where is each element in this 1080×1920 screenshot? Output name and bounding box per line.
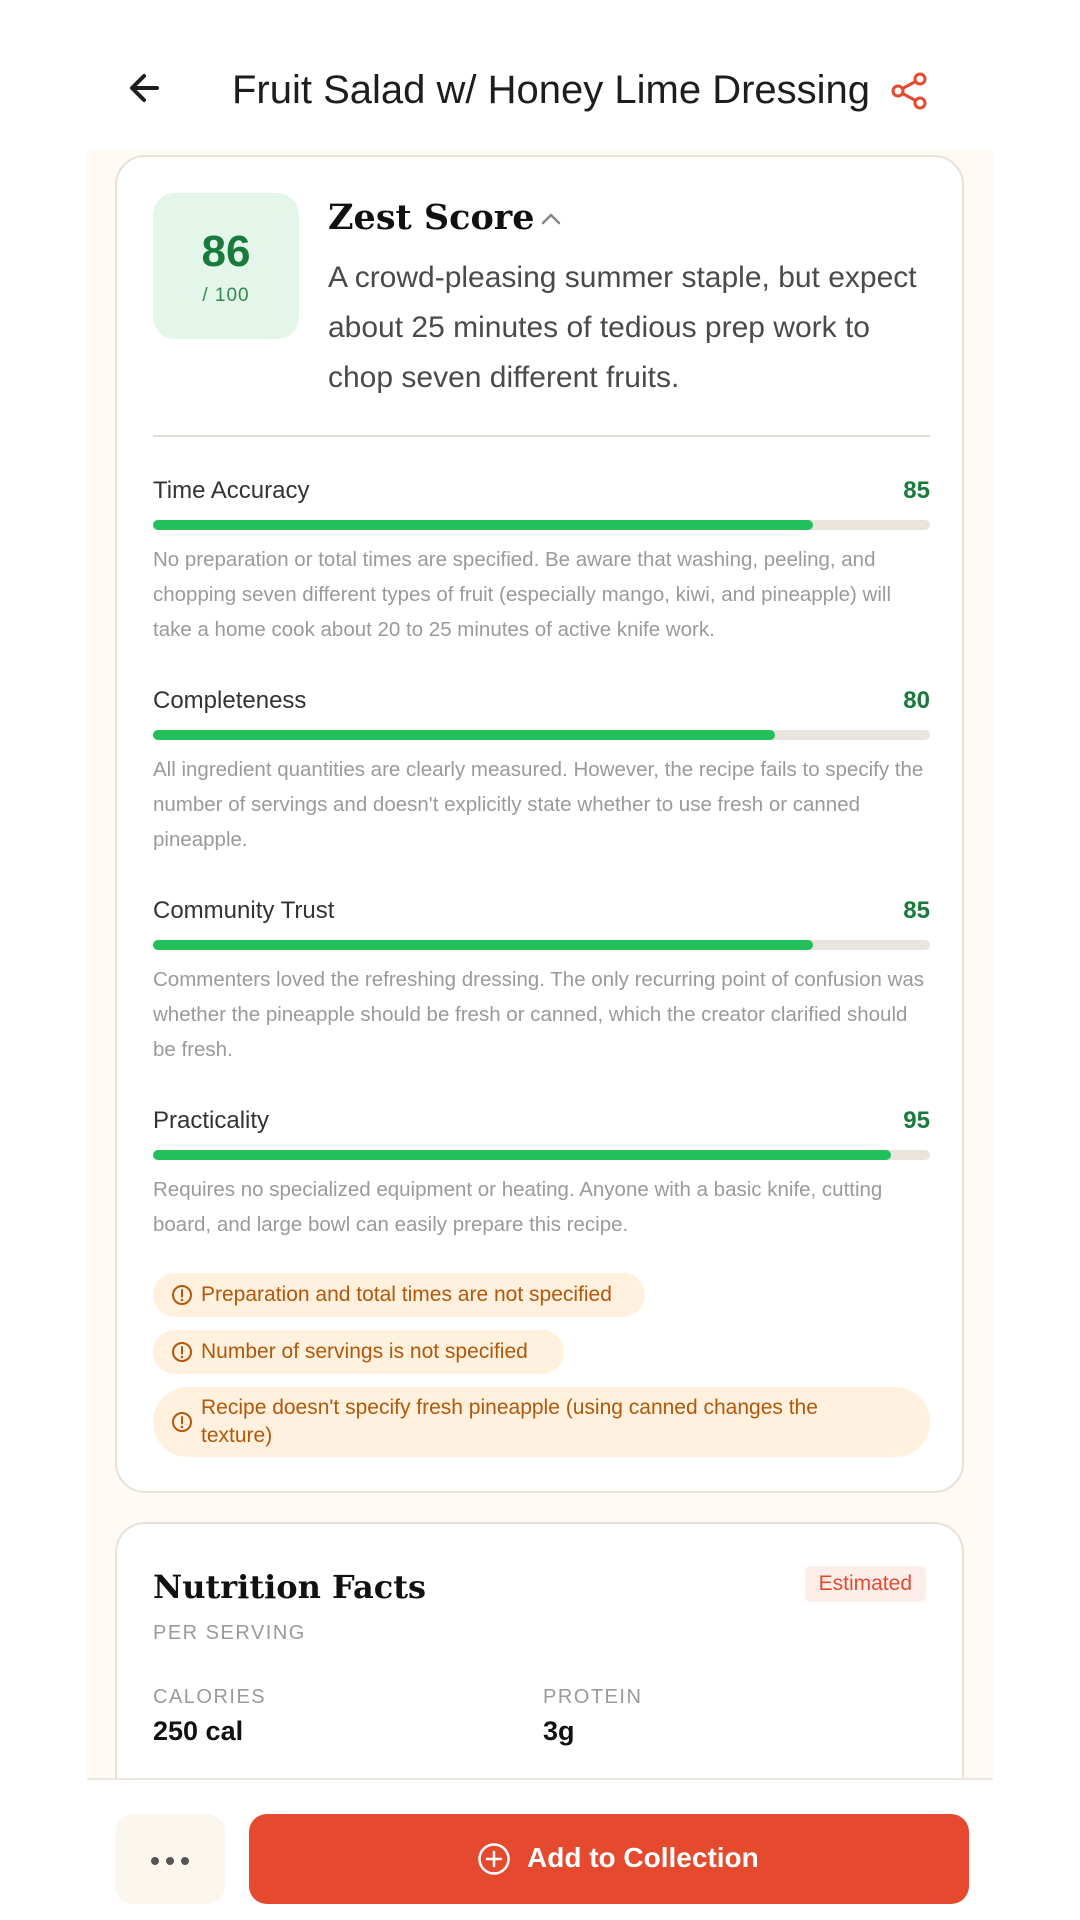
top-app-bar	[87, 0, 993, 152]
zest-score-card	[115, 155, 964, 1493]
arrow-left-icon	[123, 66, 167, 110]
metric-label: Completeness	[153, 687, 307, 714]
add-to-collection-label: Add to Collection	[527, 1842, 759, 1873]
warning-text: Preparation and total times are not specified	[201, 1283, 612, 1306]
alert-circle-icon	[171, 1341, 193, 1363]
metric-value: 85	[903, 477, 930, 504]
metric-description: All ingredient quantities are clearly measured. However, the recipe fails to specify the number of servings and doesn't explicitly state whether to use fresh or canned pineapple.	[153, 758, 924, 851]
calories-value: 250 cal	[153, 1716, 244, 1746]
share-icon	[890, 71, 930, 111]
warning-chip	[153, 1330, 564, 1374]
metric-value: 95	[903, 1107, 930, 1134]
score-value: 86	[201, 227, 251, 276]
nutrition-facts-card	[115, 1522, 964, 1822]
metric-value: 80	[903, 687, 930, 714]
divider	[153, 435, 930, 437]
add-to-collection-button[interactable]	[249, 1814, 969, 1904]
warning-text: Number of servings is not specified	[201, 1340, 528, 1363]
progress-track	[153, 520, 930, 530]
protein-value: 3g	[543, 1716, 575, 1746]
back-button[interactable]	[123, 66, 167, 110]
more-options-button[interactable]	[115, 1814, 225, 1904]
nutrition-title: Nutrition Facts	[153, 1568, 426, 1606]
alert-circle-icon	[171, 1411, 193, 1433]
progress-fill	[153, 520, 813, 530]
zest-summary: A crowd-pleasing summer staple, but expect about 25 minutes of tedious prep work to chop seven different fruits.	[328, 261, 917, 394]
progress-fill	[153, 1150, 891, 1160]
metric-description: Commenters loved the refreshing dressing. The only recurring point of confusion was whether the pineapple should be fresh or canned, which the creator clarified should be fresh.	[153, 968, 925, 1061]
chevron-up-icon	[537, 205, 565, 233]
plus-circle-icon	[477, 1842, 511, 1876]
metric-label: Time Accuracy	[153, 477, 310, 504]
progress-track	[153, 1150, 930, 1160]
estimated-badge: Estimated	[805, 1566, 926, 1602]
progress-fill	[153, 940, 813, 950]
score-badge	[153, 193, 299, 339]
protein-label: PROTEIN	[543, 1686, 643, 1708]
progress-track	[153, 940, 930, 950]
collapse-toggle[interactable]	[537, 205, 565, 233]
progress-track	[153, 730, 930, 740]
per-serving-label: PER SERVING	[153, 1622, 306, 1644]
calories-label: CALORIES	[153, 1686, 267, 1708]
bottom-action-bar	[87, 1778, 993, 1920]
share-button[interactable]	[890, 71, 930, 111]
metric-label: Practicality	[153, 1107, 270, 1134]
metric-description: No preparation or total times are specified. Be aware that washing, peeling, and chopping seven different types of fruit (especially mango, kiwi, and pineapple) will take a home cook about 20 to 25 minutes of active knife work.	[153, 548, 892, 641]
metric-value: 85	[903, 897, 930, 924]
metric-label: Community Trust	[153, 897, 335, 924]
page-title: Fruit Salad w/ Honey Lime Dressing	[232, 68, 871, 112]
metric-description: Requires no specialized equipment or heating. Anyone with a basic knife, cutting board, and large bowl can easily prepare this recipe.	[153, 1178, 883, 1236]
warning-chip	[153, 1273, 645, 1317]
alert-circle-icon	[171, 1284, 193, 1306]
warning-chip	[153, 1387, 930, 1457]
warning-text: Recipe doesn't specify fresh pineapple (using canned changes the texture)	[201, 1396, 818, 1447]
score-max: / 100	[202, 285, 250, 306]
zest-score-title: Zest Score	[328, 197, 535, 238]
progress-fill	[153, 730, 775, 740]
